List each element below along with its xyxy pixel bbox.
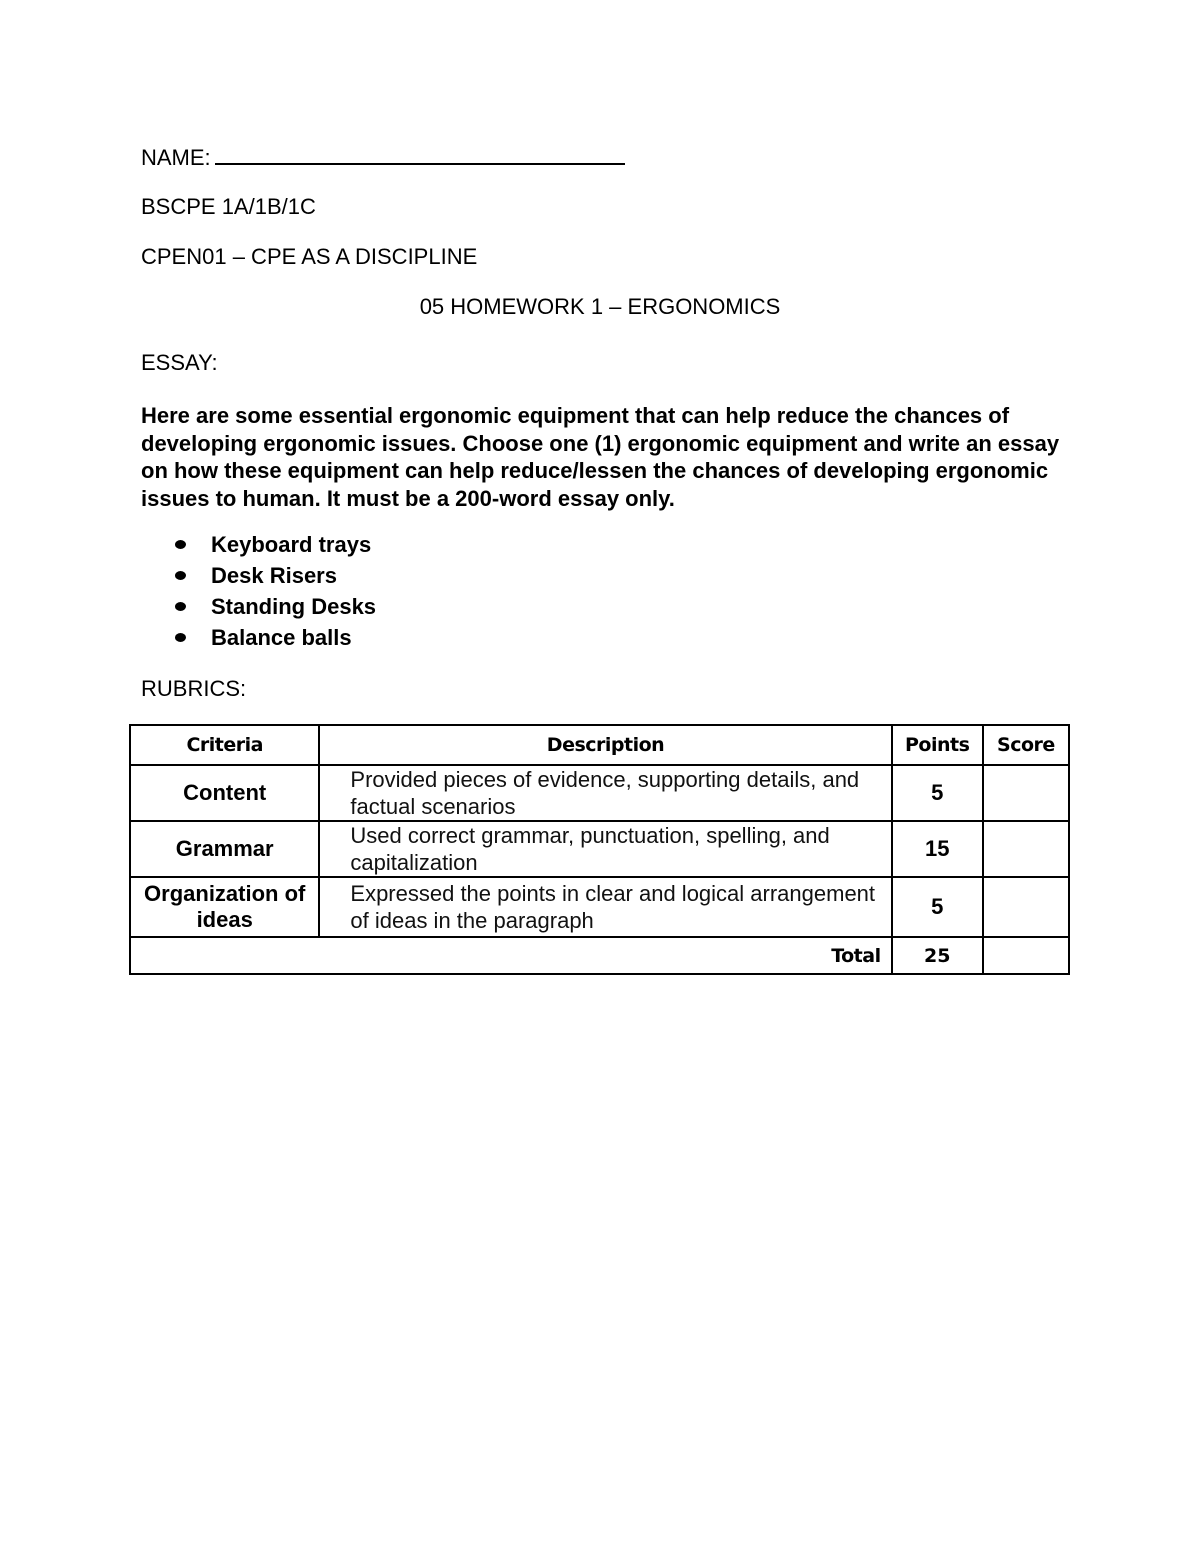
list-item (141, 623, 376, 654)
description-cell: Used correct grammar, punctuation, spelling, and capitalization (319, 821, 891, 877)
header-points: Points (892, 725, 983, 765)
bullet-icon (175, 540, 186, 549)
table-row (130, 877, 1069, 937)
criteria-cell: Grammar (130, 821, 319, 877)
bullet-icon (175, 633, 186, 642)
page-title: 05 HOMEWORK 1 – ERGONOMICS (419, 294, 781, 319)
course-text: CPEN01 – CPE AS A DISCIPLINE (141, 244, 478, 269)
list-item (141, 561, 376, 592)
list-item-label: Balance balls (211, 625, 352, 650)
header-score: Score (983, 725, 1069, 765)
name-field-row (141, 143, 625, 171)
score-cell[interactable] (983, 821, 1069, 877)
list-item (141, 530, 376, 561)
table-row (130, 821, 1069, 877)
header-criteria: Criteria (130, 725, 319, 765)
header-description: Description (319, 725, 891, 765)
essay-prompt: Here are some essential ergonomic equipment that can help reduce the chances of developing ergonomic issues. Choose one (1) ergonomic equipment and write an essay on how these equipment can help reduce/lessen the chances of developing ergonomic issues to human. It must be a 200-word essay only. (141, 403, 1060, 511)
table-header-row (130, 725, 1069, 765)
equipment-list (141, 530, 376, 654)
section-text: BSCPE 1A/1B/1C (141, 194, 316, 219)
criteria-cell: Organization of ideas (130, 877, 319, 937)
points-cell: 5 (892, 877, 983, 937)
score-cell[interactable] (983, 877, 1069, 937)
rubrics-table (129, 724, 1070, 975)
rubrics-label: RUBRICS: (141, 676, 247, 701)
total-points: 25 (892, 937, 983, 974)
list-item-label: Standing Desks (211, 594, 377, 619)
criteria-cell: Content (130, 765, 319, 821)
total-row (130, 937, 1069, 974)
list-item-label: Keyboard trays (211, 532, 372, 557)
name-blank-line[interactable] (215, 143, 625, 165)
bullet-icon (175, 602, 186, 611)
description-cell: Provided pieces of evidence, supporting details, and factual scenarios (319, 765, 891, 821)
total-score-cell[interactable] (983, 937, 1069, 974)
list-item (141, 592, 376, 623)
description-cell: Expressed the points in clear and logical arrangement of ideas in the paragraph (319, 877, 891, 937)
bullet-icon (175, 571, 186, 580)
total-label: Total (130, 937, 892, 974)
name-label: NAME: (141, 145, 211, 170)
points-cell: 5 (892, 765, 983, 821)
score-cell[interactable] (983, 765, 1069, 821)
essay-label: ESSAY: (141, 350, 218, 375)
table-row (130, 765, 1069, 821)
points-cell: 15 (892, 821, 983, 877)
list-item-label: Desk Risers (211, 563, 337, 588)
